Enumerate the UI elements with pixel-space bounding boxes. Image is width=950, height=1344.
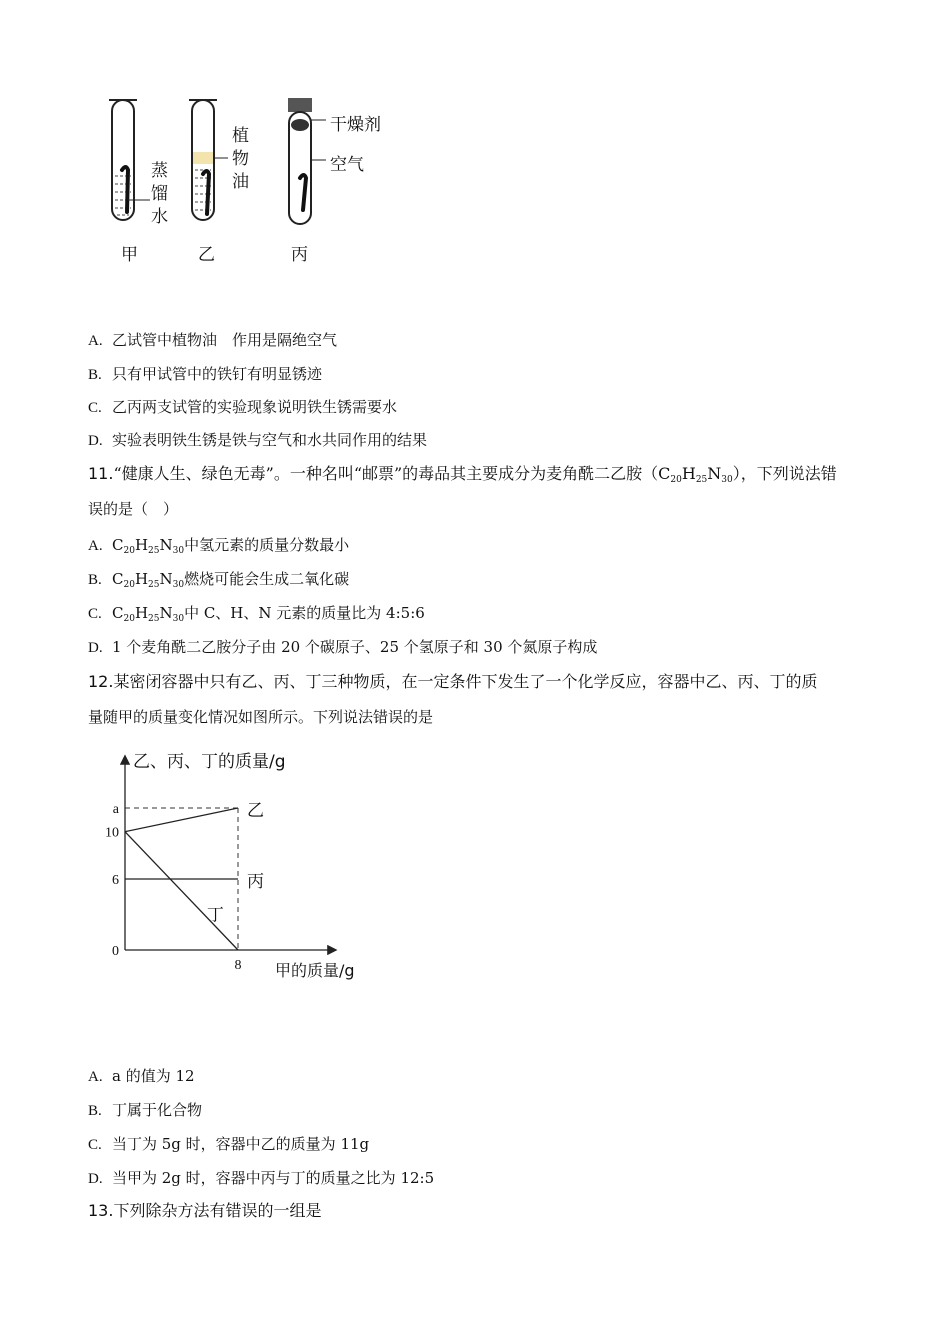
q10-option-b: B. 只有甲试管中的铁钉有明显锈迹 bbox=[88, 365, 323, 383]
tube-jia bbox=[109, 100, 150, 220]
y-tick-label-1: 6 bbox=[112, 873, 119, 888]
q10-option-d: D. 实验表明铁生锈是铁与空气和水共同作用的结果 bbox=[88, 431, 428, 449]
q10-option-a: A. 乙试管中植物油 作用是隔绝空气 bbox=[88, 331, 338, 349]
tube-bing-air-label: 空气 bbox=[330, 155, 364, 175]
x-tick-label-1: 8 bbox=[234, 958, 242, 973]
q11-stem-line2: 误的是（ ） bbox=[88, 500, 179, 518]
q11-option-a: A. $C_{20}H_{25}N_{30}$中氢元素的质量分数最小 bbox=[88, 536, 350, 556]
series-line-2 bbox=[125, 832, 238, 950]
q12-option-b: B. 丁属于化合物 bbox=[88, 1101, 203, 1119]
y-tick-label-0: 0 bbox=[112, 944, 119, 959]
series-label-ding: 丁 bbox=[206, 905, 224, 926]
y-tick-label-2: 10 bbox=[105, 825, 119, 841]
tube-yi-name: 乙 bbox=[198, 245, 215, 265]
q13-stem: 13.下列除杂方法有错误的一组是 bbox=[88, 1201, 322, 1220]
x-axis-label: 甲的质量/g bbox=[275, 961, 355, 980]
y-tick-label-3: a bbox=[112, 802, 119, 817]
q12-option-d: D. 当甲为 2g 时，容器中丙与丁的质量之比为 12:5 bbox=[88, 1169, 435, 1187]
q12-option-c: C. 当丁为 5g 时，容器中乙的质量为 11g bbox=[88, 1135, 370, 1153]
q11-option-b: B. $C_{20}H_{25}N_{30}$燃烧可能会生成二氧化碳 bbox=[88, 570, 350, 590]
y-axis-label: 乙、丙、丁的质量/g bbox=[133, 752, 286, 772]
series-label-yi: 乙 bbox=[247, 801, 264, 821]
q11-option-d: D. 1 个麦角酰二乙胺分子由 20 个碳原子、25 个氢原子和 30 个氮原子构成 bbox=[88, 638, 598, 656]
tube-bing-desiccant-label: 干燥剂 bbox=[330, 115, 381, 135]
q10-option-c: C. 乙丙两支试管的实验现象说明铁生锈需要水 bbox=[88, 398, 398, 416]
q12-stem-line1: 12.某密闭容器中只有乙、丙、丁三种物质，在一定条件下发生了一个化学反应，容器中乙、丙、丁的质 bbox=[88, 672, 818, 691]
series-line-0 bbox=[125, 808, 238, 832]
tube-jia-side-label: 蒸馏水 bbox=[151, 161, 168, 227]
series-label-bing: 丙 bbox=[247, 872, 264, 892]
mass-chart bbox=[95, 745, 395, 990]
q11-option-c: C. $C_{20}H_{25}N_{30}$中 C、H、N 元素的质量比为 4:5:6 bbox=[88, 604, 425, 624]
tube-yi-side-label: 植物油 bbox=[232, 126, 249, 192]
tube-bing-name: 丙 bbox=[291, 245, 308, 265]
tube-yi bbox=[189, 100, 228, 220]
q12-option-a: A. a 的值为 12 bbox=[88, 1067, 195, 1085]
tube-jia-name: 甲 bbox=[121, 245, 138, 265]
q12-stem-line2: 量随甲的质量变化情况如图所示。下列说法错误的是 bbox=[88, 708, 434, 726]
tube-bing bbox=[288, 98, 326, 224]
q11-stem-line1: 11.“健康人生、绿色无毒”。一种名叫“邮票”的毒品其主要成分为麦角酰二乙胺$(C_{20}H_{25}N_{30})$，下列说法错 bbox=[88, 464, 837, 485]
